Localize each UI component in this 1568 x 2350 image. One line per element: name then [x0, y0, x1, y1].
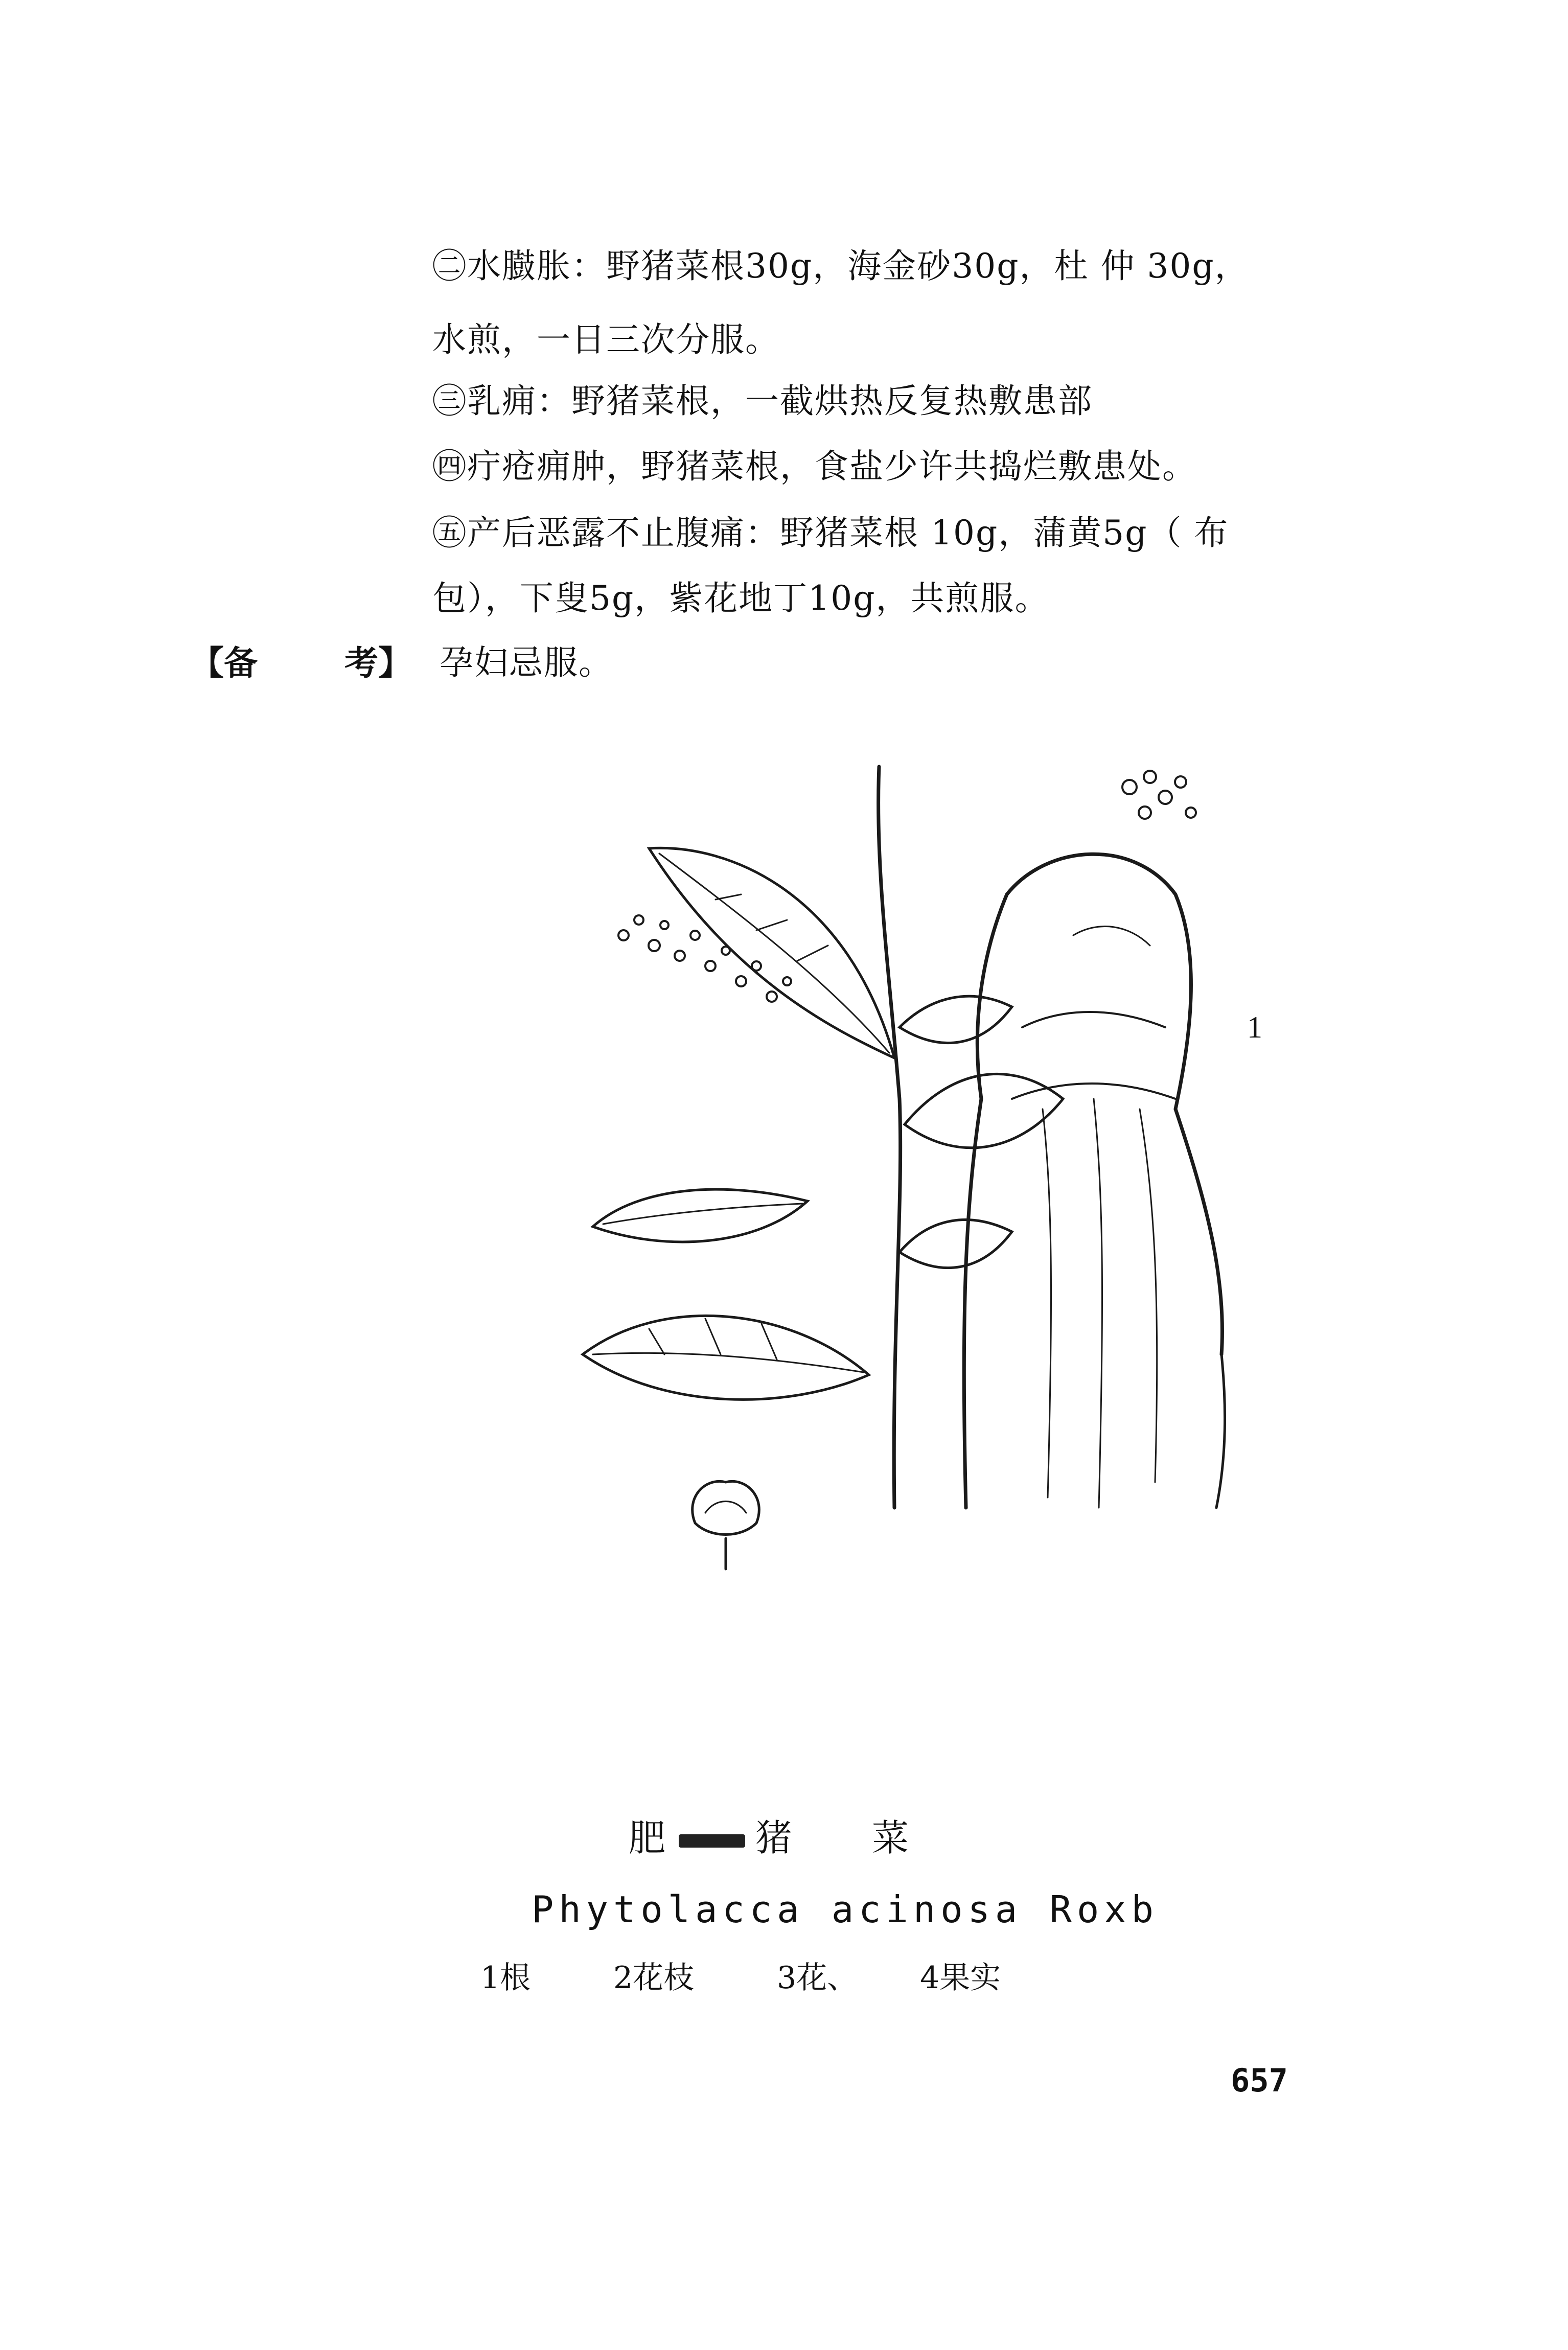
- legend-item-2: 2花枝: [613, 1960, 695, 1996]
- remedy-line-5: ㊄产后恶露不止腹痛：野猪菜根 10g，蒲黄5g（ 布: [432, 513, 1229, 552]
- leaf-middle-left: [593, 1189, 808, 1242]
- remedy-line-1: ㊁水臌胀：野猪菜根30g，海金砂30g，杜 仲 30g，: [432, 246, 1250, 286]
- remedy-line-2: 水煎，一日三次分服。: [432, 320, 780, 359]
- flower-stem: [879, 767, 901, 1508]
- leaf-upper-right: [900, 996, 1012, 1043]
- note-label: [190, 643, 412, 683]
- leaf-bottom-left: [583, 1316, 869, 1399]
- page-number: 657: [1231, 2062, 1288, 2099]
- caption-latin: Phytolacca acinosa Roxb: [532, 1888, 1159, 1931]
- remedy-line-4: ㊃疔疮痈肿，野猪菜根，食盐少许共捣烂敷患处。: [432, 447, 1197, 486]
- legend-item-4: 4果实: [920, 1960, 1001, 1996]
- leaf-mid-right: [905, 1074, 1063, 1147]
- note-text: 孕妇忌服。: [440, 643, 613, 682]
- fruit-cluster: [1122, 771, 1196, 819]
- legend-item-3: 3花、: [777, 1960, 858, 1996]
- note-label-left: 【备: [190, 643, 258, 683]
- legend-item-1: 1根: [480, 1960, 531, 1996]
- remedy-line-6: 包），下叟5g，紫花地丁10g，共煎服。: [432, 579, 1050, 618]
- flower-raceme: [618, 915, 791, 1002]
- remedy-line-3: ㊂乳痈：野猪菜根，一截烘热反复热敷患部: [432, 381, 1093, 421]
- caption-chinese: [629, 1816, 912, 1859]
- caption-char-3: 菜: [872, 1816, 912, 1859]
- root: [964, 854, 1225, 1508]
- note-label-right: 考】: [344, 643, 412, 683]
- root-label: 1: [1247, 1010, 1262, 1044]
- leaf-right-small: [900, 1220, 1012, 1268]
- leaf-top: [649, 848, 894, 1058]
- plant-illustration: [562, 741, 1533, 1687]
- caption-char-2: 猪: [755, 1816, 796, 1859]
- caption-char-1: 肥: [629, 1816, 669, 1859]
- ink-smudge: [679, 1834, 745, 1848]
- single-flower: [693, 1481, 759, 1569]
